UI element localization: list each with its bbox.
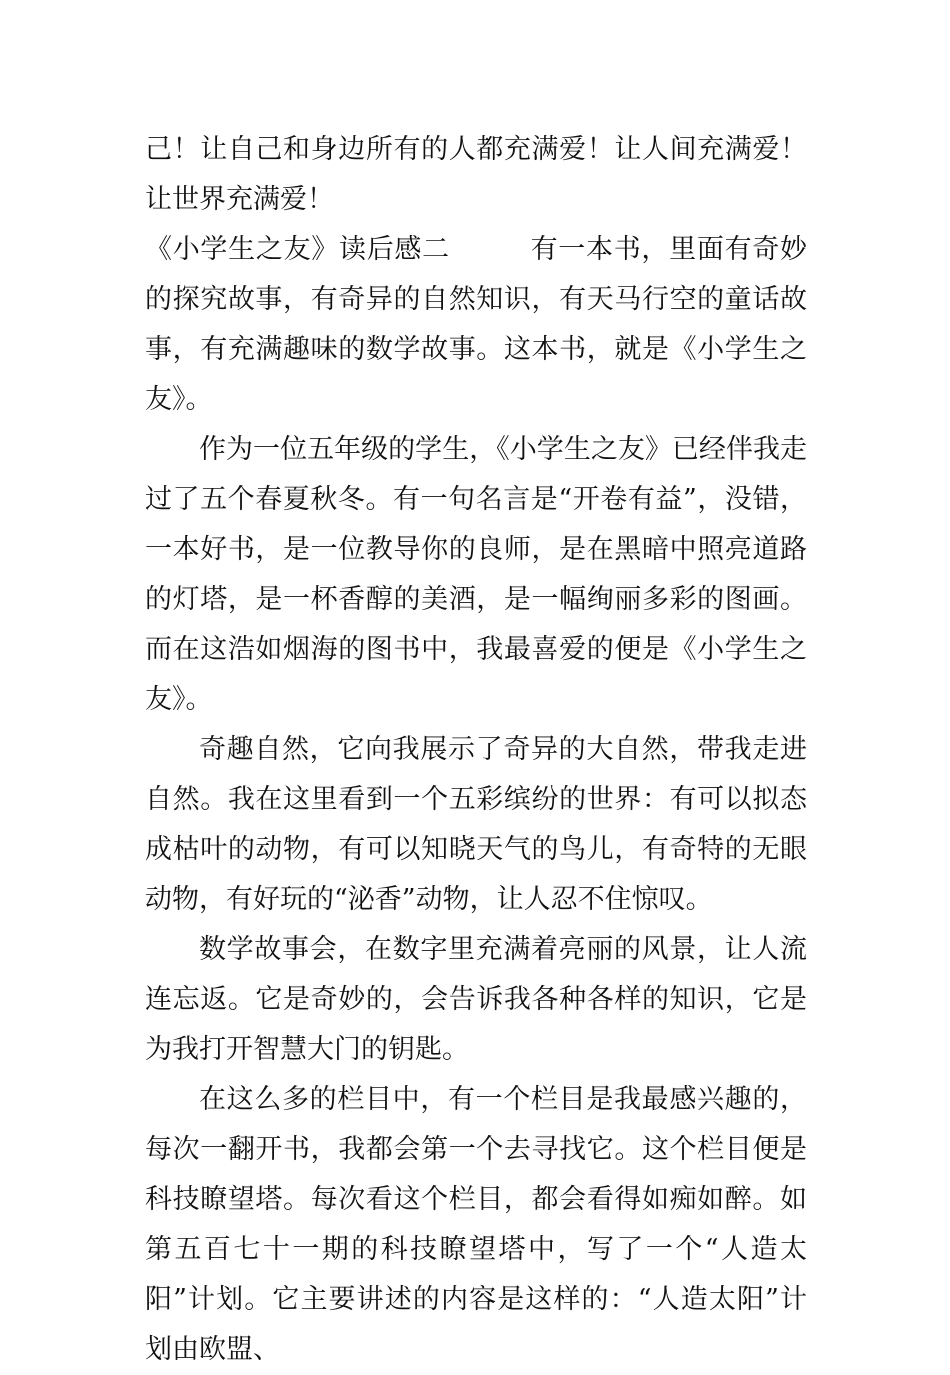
paragraph-nature: 奇趣自然，它向我展示了奇异的大自然，带我走进自然。我在这里看到一个五彩缤纷的世界：有可以拟态成枯叶的动物，有可以知晓天气的鸟儿，有奇特的无眼动物，有好玩的“泌香”动物，让人忍不住惊叹。 [145,734,807,915]
document-page [145,125,807,1375]
essay-title: 《小学生之友》读后感二 [145,234,450,265]
paragraph-continuation: 己！让自己和身边所有的人都充满爱！让人间充满爱！让世界充满爱！ [145,134,807,215]
paragraph-tech-tower: 在这么多的栏目中，有一个栏目是我最感兴趣的，每次一翻开书，我都会第一个去寻找它。这个栏目便是科技瞭望塔。每次看这个栏目，都会看得如痴如醉。如第五百七十一期的科技瞭望塔中，写了一个“人造太阳”计划。它主要讲述的内容是这样的：“人造太阳”计划由欧盟、 [145,1084,807,1365]
essay-intro-text: 有一本书，里面有奇妙的探究故事，有奇异的自然知识，有天马行空的童话故事，有充满趣味的数学故事。这本书，就是《小学生之友》。 [145,234,808,415]
paragraph-good-book: 作为一位五年级的学生，《小学生之友》已经伴我走过了五个春夏秋冬。有一句名言是“开卷有益”，没错，一本好书，是一位教导你的良师，是在黑暗中照亮道路的灯塔，是一杯香醇的美酒，是一幅绚丽多彩的图画。而在这浩如烟海的图书中，我最喜爱的便是《小学生之友》。 [145,434,807,715]
paragraph-essay-intro [145,225,807,425]
paragraph-math: 数学故事会，在数字里充满着亮丽的风景，让人流连忘返。它是奇妙的，会告诉我各种各样的知识，它是为我打开智慧大门的钥匙。 [145,934,807,1065]
